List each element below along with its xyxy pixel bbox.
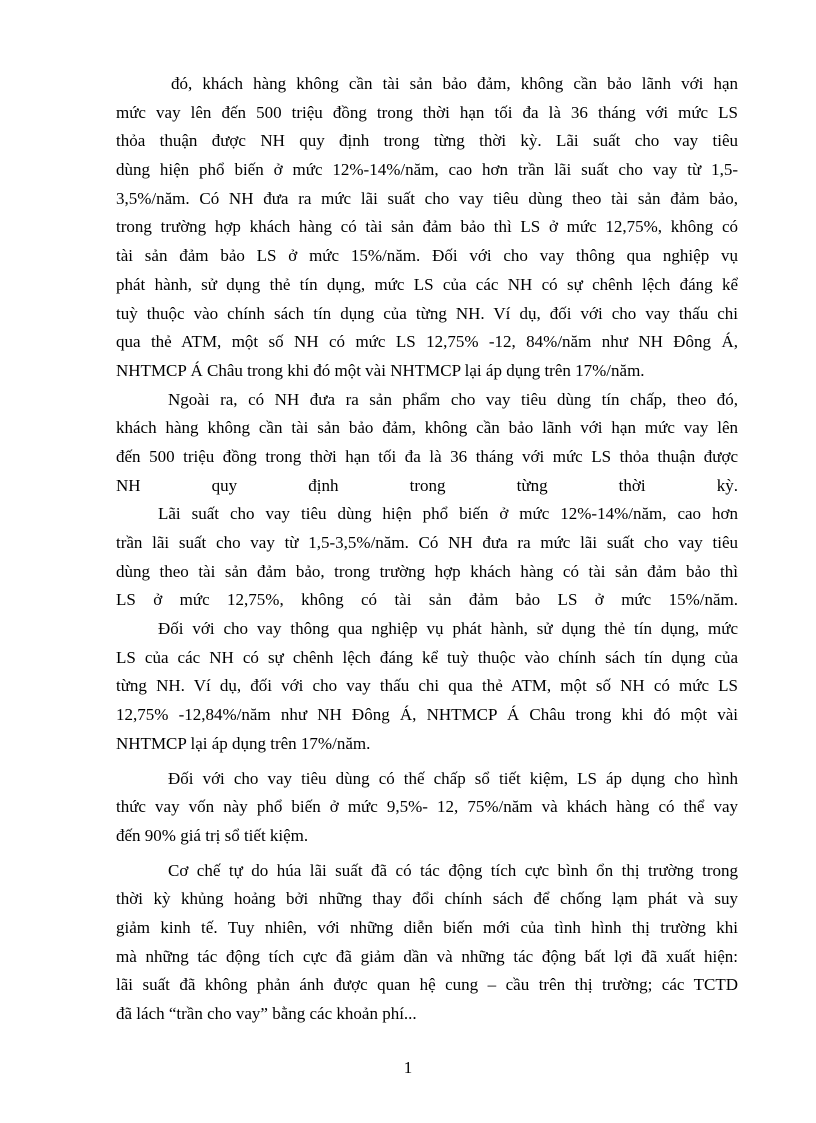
text-line: dùng hiện phổ biến ở mức 12%-14%/năm, cao hơn trần lãi suất cho vay từ 1,5- — [116, 160, 738, 180]
text-line: đến 90% giá trị sổ tiết kiệm. — [116, 825, 309, 845]
text-line: NHTMCP lại áp dụng trên 17%/năm. — [116, 733, 371, 753]
text-line: Đối với cho vay thông qua nghiệp vụ phát hành, sử dụng thẻ tín dụng, mức — [158, 619, 738, 639]
text-line: khách hàng không cần tài sản bảo đảm, không cần bảo lãnh với hạn mức vay lên — [116, 418, 738, 438]
text-line: phát hành, sử dụng thẻ tín dụng, mức LS của các NH có sự chênh lệch đáng kể — [116, 274, 738, 294]
text-line: trần lãi suất cho vay từ 1,5-3,5%/năm. Có NH đưa ra mức lãi suất cho vay tiêu — [116, 533, 738, 552]
text-line: từng NH. Ví dụ, đối với cho vay thấu chi qua thẻ ATM, một số NH có mức LS — [116, 676, 738, 696]
text-line: LS ở mức 12,75%, không có tài sản đảm bảo LS ở mức 15%/năm. — [116, 590, 738, 610]
text-line: 3,5%/năm. Có NH đưa ra mức lãi suất cho vay tiêu dùng theo tài sản đảm bảo, — [116, 188, 738, 208]
text-line: NH quy định trong từng thời kỳ. — [116, 475, 738, 495]
text-line: đó, khách hàng không cần tài sản bảo đảm, không cần bảo lãnh với hạn — [171, 74, 738, 93]
text-line: mà những tác động tích cực đã giảm dần và những tác động bất lợi đã xuất hiện: — [116, 946, 738, 966]
body-text — [116, 70, 738, 1029]
text-line: LS của các NH có sự chênh lệch đáng kể tuỳ thuộc vào chính sách tín dụng của — [116, 647, 738, 667]
text-line: đã lách “trần cho vay” bằng các khoản phí... — [116, 1004, 417, 1023]
text-line: giảm kinh tế. Tuy nhiên, với những diễn biến mới của tình hình thị trường khi — [116, 917, 738, 937]
text-line: Ngoài ra, có NH đưa ra sản phẩm cho vay tiêu dùng tín chấp, theo đó, — [168, 389, 738, 409]
text-line: trong trường hợp khách hàng có tài sản đảm bảo thì LS ở mức 12,75%, không có — [116, 217, 738, 237]
text-line: NHTMCP Á Châu trong khi đó một vài NHTMCP lại áp dụng trên 17%/năm. — [116, 360, 645, 380]
text-line: Lãi suất cho vay tiêu dùng hiện phổ biến ở mức 12%-14%/năm, cao hơn — [158, 504, 738, 524]
text-line: Cơ chế tự do húa lãi suất đã có tác động tích cực bình ổn thị trường trong — [168, 860, 738, 880]
text-line: thỏa thuận được NH quy định trong từng thời kỳ. Lãi suất cho vay tiêu — [116, 131, 738, 151]
text-line: đến 500 triệu đồng trong thời hạn tối đa là 36 tháng với mức LS thỏa thuận được — [116, 446, 738, 466]
text-line: tài sản đảm bảo LS ở mức 15%/năm. Đối với cho vay thông qua nghiệp vụ — [116, 246, 738, 266]
text-line: thức vay vốn này phổ biến ở mức 9,5%- 12, 75%/năm và khách hàng có thể vay — [116, 797, 738, 817]
text-line: lãi suất đã không phản ánh được quan hệ cung – cầu trên thị trường; các TCTD — [116, 975, 738, 995]
text-line: mức vay lên đến 500 triệu đồng trong thời hạn tối đa là 36 tháng với mức LS — [116, 102, 738, 122]
text-line: qua thẻ ATM, một số NH có mức LS 12,75% -12, 84%/năm như NH Đông Á, — [116, 332, 738, 352]
text-line: 12,75% -12,84%/năm như NH Đông Á, NHTMCP Á Châu trong khi đó một vài — [116, 705, 738, 725]
text-line: tuỳ thuộc vào chính sách tín dụng của từng NH. Ví dụ, đối với cho vay thấu chi — [116, 303, 738, 323]
text-line: Đối với cho vay tiêu dùng có thế chấp sổ tiết kiệm, LS áp dụng cho hình — [168, 768, 738, 788]
text-line: thời kỳ khủng hoảng bởi những thay đổi chính sách để chống lạm phát và suy — [116, 889, 738, 909]
page-number: 1 — [403, 1058, 413, 1077]
text-line: dùng theo tài sản đảm bảo, trong trường hợp khách hàng có tài sản đảm bảo thì — [116, 561, 738, 581]
